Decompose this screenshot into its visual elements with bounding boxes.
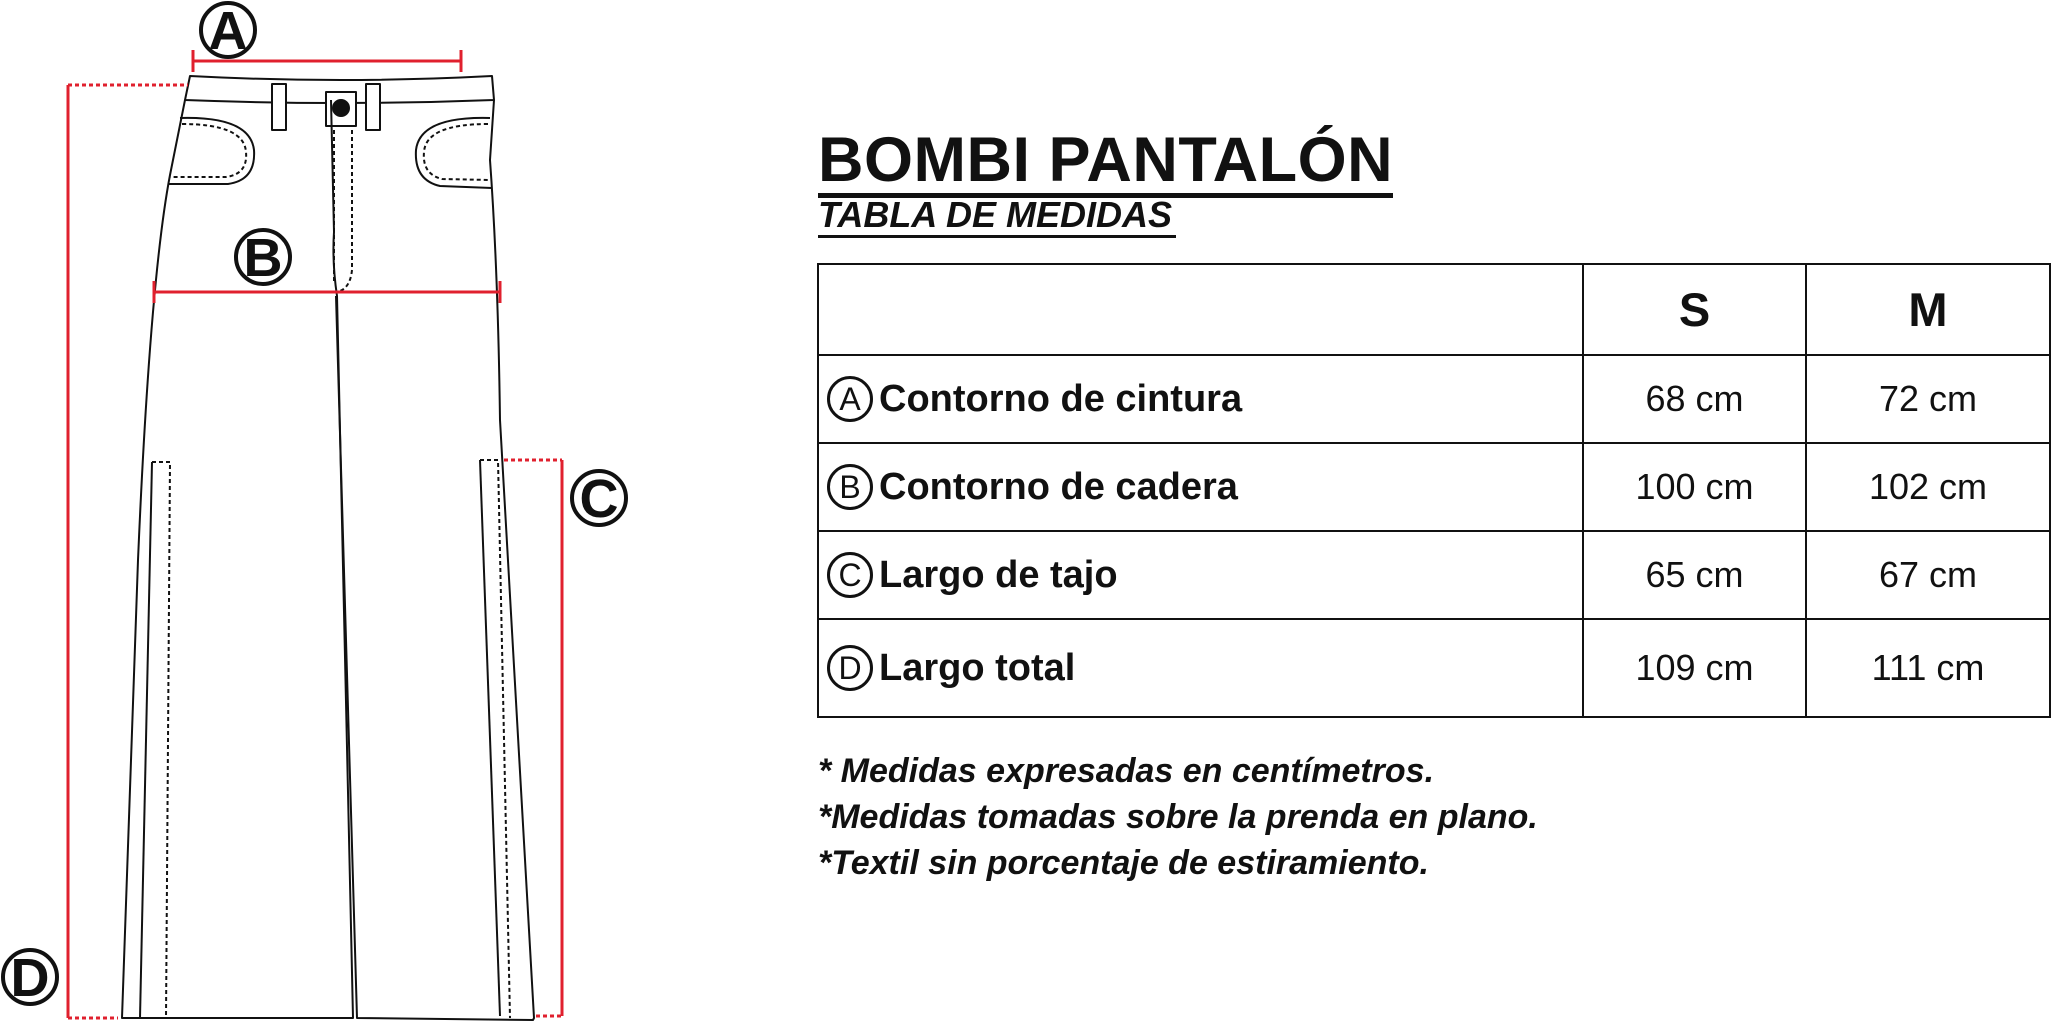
marker-d-letter: D [10, 948, 50, 1008]
size-table [817, 263, 2051, 718]
table-row-total-length [818, 619, 2050, 717]
right-leg-outline [336, 100, 534, 1020]
row-label: Contorno de cintura [879, 377, 1243, 420]
page-title: BOMBI PANTALÓN [818, 128, 1393, 198]
marker-a-badge: A [827, 376, 873, 422]
front-pocket-left-stitch [170, 124, 246, 177]
marker-a-letter: A [208, 1, 248, 61]
waist-button-icon [333, 100, 349, 116]
header-size-s: S [1583, 264, 1806, 355]
pants-measurement-diagram [0, 0, 780, 1035]
row-label: Contorno de cadera [879, 465, 1238, 508]
marker-d-badge: D [827, 645, 873, 691]
front-pocket-right [416, 118, 492, 188]
row-label-cell [818, 531, 1583, 619]
value-m: 72 cm [1806, 355, 2050, 443]
marker-c-badge: C [827, 552, 873, 598]
note-line: * Medidas expresadas en centímetros. [818, 752, 1435, 790]
marker-b-letter: B [243, 228, 283, 288]
row-label-cell [818, 443, 1583, 531]
value-m: 67 cm [1806, 531, 2050, 619]
value-s: 65 cm [1583, 531, 1806, 619]
slit-right [480, 460, 510, 1018]
slit-left [152, 462, 170, 1018]
row-label: Largo total [879, 646, 1076, 689]
table-header-row [818, 264, 2050, 355]
front-pocket-left [168, 118, 254, 184]
slit-left-edge [140, 462, 152, 1018]
left-leg-outline [122, 100, 353, 1018]
row-label: Largo de tajo [879, 553, 1118, 596]
value-m: 102 cm [1806, 443, 2050, 531]
fly-stitch-curve [336, 130, 352, 292]
belt-loop-right [366, 84, 380, 130]
note-line: *Textil sin porcentaje de estiramiento. [818, 844, 1429, 882]
page-subtitle: TABLA DE MEDIDAS [818, 196, 1176, 238]
table-row-hip [818, 443, 2050, 531]
slit-right-edge [480, 460, 500, 1016]
marker-b-badge: B [827, 464, 873, 510]
value-m: 111 cm [1806, 619, 2050, 717]
value-s: 100 cm [1583, 443, 1806, 531]
value-s: 68 cm [1583, 355, 1806, 443]
marker-c-letter: C [579, 469, 619, 529]
note-line: *Medidas tomadas sobre la prenda en plano. [818, 798, 1538, 836]
notes [818, 748, 1538, 886]
table-row-waist [818, 355, 2050, 443]
front-pocket-right-stitch [424, 124, 490, 180]
belt-loop-left [272, 84, 286, 130]
table-row-slit [818, 531, 2050, 619]
value-s: 109 cm [1583, 619, 1806, 717]
row-label-cell [818, 355, 1583, 443]
row-label-cell [818, 619, 1583, 717]
header-size-m: M [1806, 264, 2050, 355]
header-label-cell [818, 264, 1583, 355]
